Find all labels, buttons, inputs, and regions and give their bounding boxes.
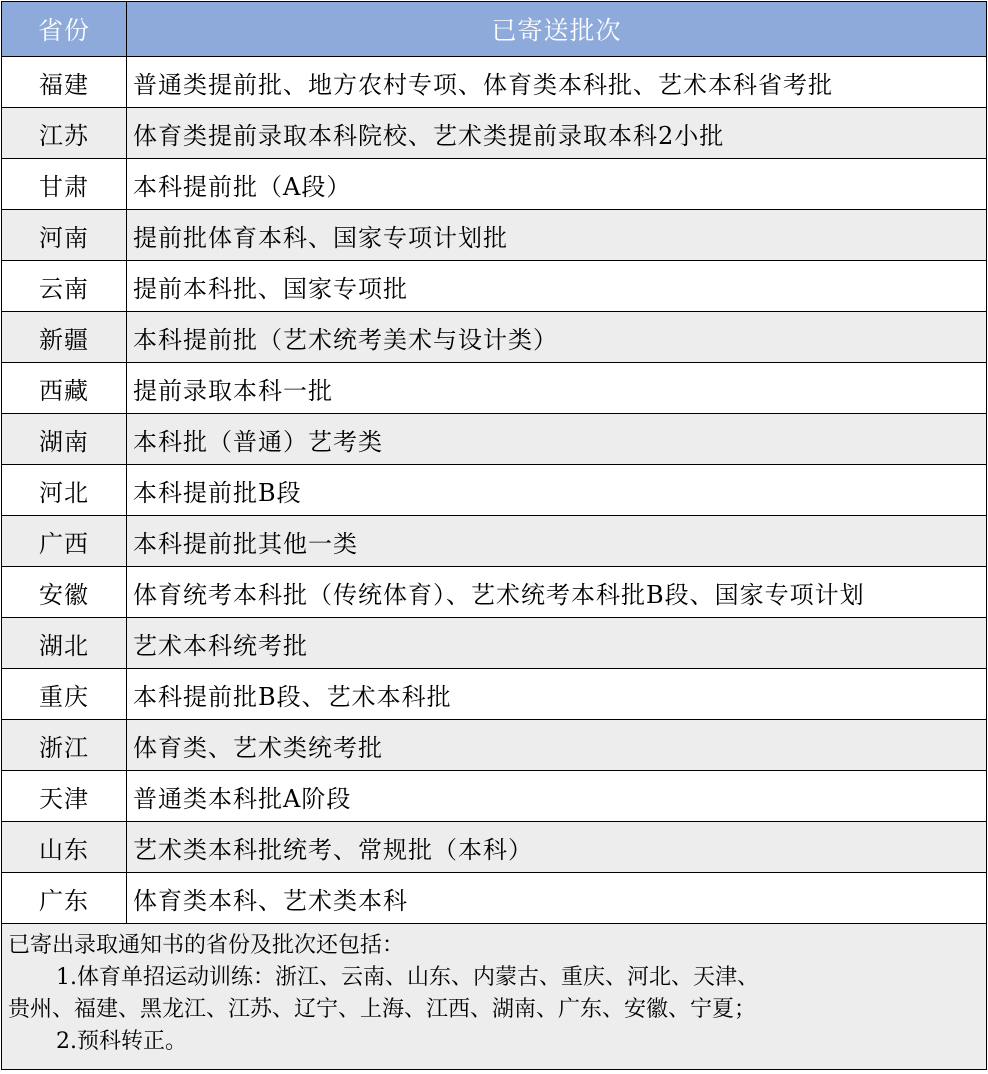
- batches-cell: 艺术本科统考批: [127, 618, 987, 669]
- table-row: [2, 108, 987, 159]
- notes-section: [2, 924, 987, 1070]
- province-cell: 天津: [2, 771, 127, 822]
- batches-cell: 本科提前批其他一类: [127, 516, 987, 567]
- table-row: [2, 516, 987, 567]
- batches-cell: 体育类、艺术类统考批: [127, 720, 987, 771]
- province-cell: 新疆: [2, 312, 127, 363]
- province-cell: 甘肃: [2, 159, 127, 210]
- batches-cell: 提前本科批、国家专项批: [127, 261, 987, 312]
- table-header-row: [2, 2, 987, 57]
- batches-cell: 体育类提前录取本科院校、艺术类提前录取本科2小批: [127, 108, 987, 159]
- table-row: [2, 363, 987, 414]
- notes-item-1-line-1: 1.体育单招运动训练：浙江、云南、山东、内蒙古、重庆、河北、天津、: [56, 965, 759, 990]
- province-cell: 浙江: [2, 720, 127, 771]
- province-cell: 湖北: [2, 618, 127, 669]
- batches-cell: 体育类本科、艺术类本科: [127, 873, 987, 924]
- table-row: [2, 771, 987, 822]
- table-row: [2, 618, 987, 669]
- table-row: [2, 873, 987, 924]
- table-row: [2, 669, 987, 720]
- batches-cell: 提前录取本科一批: [127, 363, 987, 414]
- batches-cell: 本科批（普通）艺考类: [127, 414, 987, 465]
- header-batches: 已寄送批次: [127, 2, 987, 57]
- table-row: [2, 465, 987, 516]
- province-cell: 河南: [2, 210, 127, 261]
- province-cell: 广西: [2, 516, 127, 567]
- notes-intro: 已寄出录取通知书的省份及批次还包括：: [8, 933, 405, 958]
- batch-table: [1, 1, 987, 1070]
- table-row: [2, 720, 987, 771]
- table-row: [2, 210, 987, 261]
- notes-item-1-line-2: 贵州、福建、黑龙江、江苏、辽宁、上海、江西、湖南、广东、安徽、宁夏；: [8, 997, 757, 1022]
- batches-cell: 本科提前批（A段）: [127, 159, 987, 210]
- province-cell: 福建: [2, 57, 127, 108]
- batches-cell: 体育统考本科批（传统体育）、艺术统考本科批B段、国家专项计划: [127, 567, 987, 618]
- batches-cell: 本科提前批（艺术统考美术与设计类）: [127, 312, 987, 363]
- province-cell: 江苏: [2, 108, 127, 159]
- table-row: [2, 312, 987, 363]
- batches-cell: 本科提前批B段: [127, 465, 987, 516]
- province-cell: 西藏: [2, 363, 127, 414]
- province-cell: 云南: [2, 261, 127, 312]
- table-row: [2, 567, 987, 618]
- table-row: [2, 414, 987, 465]
- batches-cell: 普通类提前批、地方农村专项、体育类本科批、艺术本科省考批: [127, 57, 987, 108]
- header-province: 省份: [2, 2, 127, 57]
- table-row: [2, 822, 987, 873]
- table-row: [2, 57, 987, 108]
- batches-cell: 普通类本科批A阶段: [127, 771, 987, 822]
- province-cell: 安徽: [2, 567, 127, 618]
- province-cell: 河北: [2, 465, 127, 516]
- province-cell: 重庆: [2, 669, 127, 720]
- batches-cell: 本科提前批B段、艺术本科批: [127, 669, 987, 720]
- batches-cell: 提前批体育本科、国家专项计划批: [127, 210, 987, 261]
- province-cell: 广东: [2, 873, 127, 924]
- table-row: [2, 261, 987, 312]
- notes-item-2: 2.预科转正。: [56, 1029, 187, 1054]
- province-cell: 山东: [2, 822, 127, 873]
- table-row: [2, 159, 987, 210]
- batches-cell: 艺术类本科批统考、常规批（本科）: [127, 822, 987, 873]
- province-cell: 湖南: [2, 414, 127, 465]
